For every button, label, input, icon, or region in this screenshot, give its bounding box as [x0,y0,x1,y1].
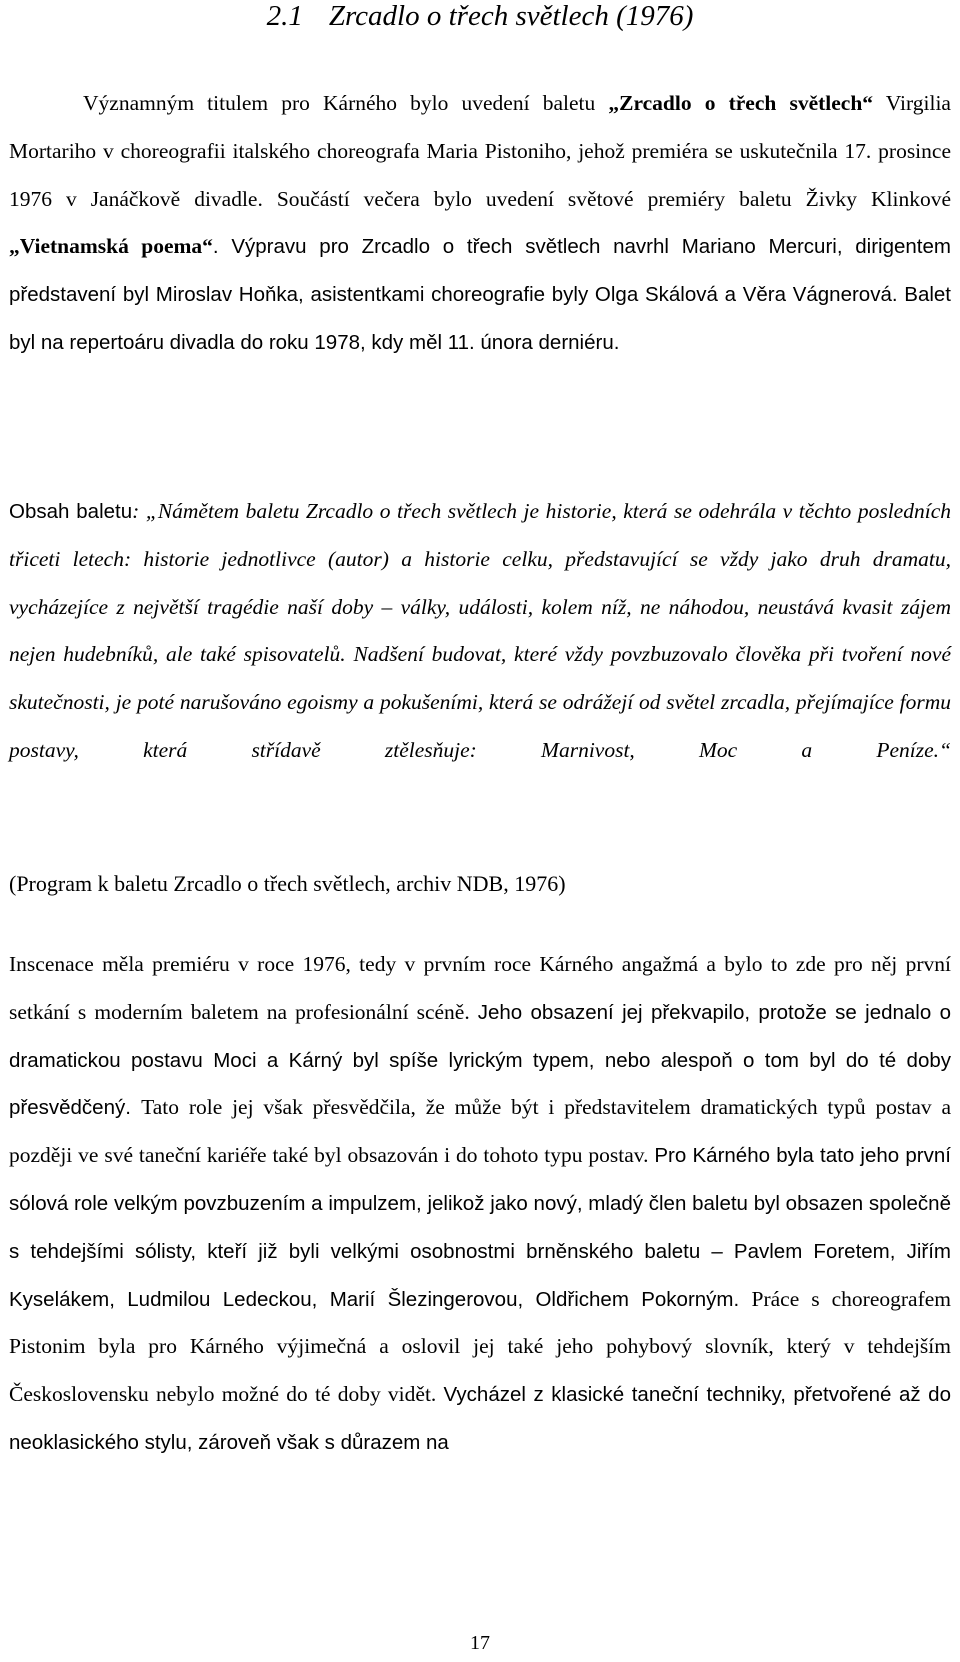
main-sentence-3: Tato role jej však přesvědčila, že může být i představitelem dramatických typů postav a později ve své taneční kariéře také byl obsazován i do tohoto typu postav. [9,1095,951,1168]
synopsis-quote: „Námětem baletu Zrcadlo o třech světlech je historie, která se odehrála v těchto posledních třiceti letech: historie jednotlivce (autor) a historie celku, představující se vždy jako druh dramatu, vycházejíce z největší tragédie naší doby – války, události, kolem níž, ne náhodou, neustává kvasit zájem nejen hudebníků, ale také spisovatelů. Nadšení budovat, které vždy povzbuzovalo člověka při tvoření nové skutečnosti, je poté narušováno egoismy a pokušeními, která se odrážejí od světel zrcadla, přejímajíce formu postavy, která střídavě ztělesňuje: Marnivost, Moc a Peníze.“ [9,499,951,762]
main-sentence-2: Jeho obsazení jej překvapilo, protože se jednalo o dramatickou postavu Moci a Kárný byl spíše lyrickým typem, nebo alespoň o tom byl do té doby přesvědčený. [9,1000,952,1120]
intro-text: Významným titulem pro Kárného bylo uvedení baletu [83,91,609,115]
main-sentence-4: Pro Kárného byla tato jeho první sólová role velkým povzbuzením a impulzem, jelikož jako nový, mladý člen baletu byl obsazen společně s tehdejšími sólisty, kteří již byli velkými osobnostmi brněnského baletu – Pavlem Foretem, Jiřím Kyselákem, Ludmilou Ledeckou, Marií Šlezingerovou, Oldřichem Pokorným. [9,1144,951,1311]
section-title: Zrcadlo o třech světlech (1976) [328,0,694,32]
page-number: 17 [470,1632,490,1654]
intro-text-2: Virgilia Mortariho v choreografii italského choreografa Maria Pistoniho, jehož premiéra se uskutečnila 17. prosince 1976 v Janáčkově divadle. Součástí večera bylo uvedení světové premiéry baletu Živky Klinkové [9,91,951,211]
paragraph-synopsis [9,488,951,775]
main-sentence-1: Inscenace měla premiéru v roce 1976, tedy v prvním roce Kárného angažmá a bylo to zde pro něj první setkání s moderním baletem na profesionální scéně. [9,952,951,1024]
ballet-title: „Zrcadlo o třech světlech“ [608,91,874,115]
citation: (Program k baletu Zrcadlo o třech světlech, archiv NDB, 1976) [9,871,566,896]
paragraph-intro [9,80,951,367]
main-sentence-5: Práce s choreografem Pistonim byla pro Kárného výjimečná a oslovil jej také jeho pohybový slovník, který v tehdejším Československu nebylo možné do té doby vidět. [9,1286,951,1407]
section-heading [0,0,960,36]
synopsis-label: Obsah baletu [9,500,133,523]
section-number: 2.1 [266,0,303,32]
ballet-title-2: „Vietnamská poema“ [9,234,213,259]
paragraph-main [9,941,951,1467]
synopsis-colon: : [132,499,146,523]
intro-text-3: . Výpravu pro Zrcadlo o třech světlech navrhl Mariano Mercuri, dirigentem představení byl Miroslav Hoňka, asistentkami choreografie byly Olga Skálová a Věra Vágnerová. Balet byl na repertoáru divadla do roku 1978, kdy měl 11. února derniéru. [9,235,951,354]
main-sentence-6: Vycházel z klasické taneční techniky, přetvořené až do neoklasického stylu, zároveň však s důrazem na [9,1383,951,1454]
